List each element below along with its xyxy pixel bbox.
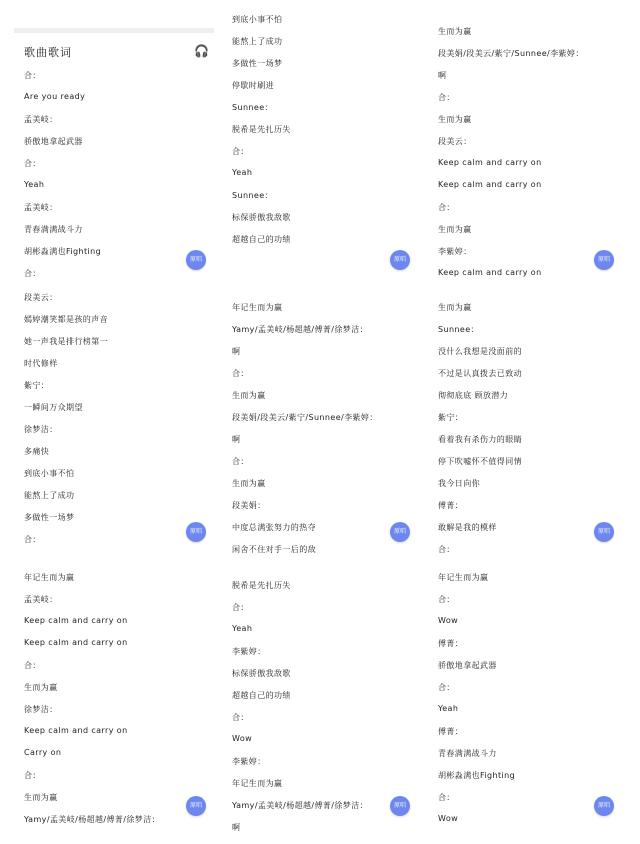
- lyrics-column-3: [428, 0, 628, 844]
- lyric-line: 生而为赢: [438, 27, 472, 36]
- lyric-line: 胡彬淼满也Fighting: [438, 771, 516, 780]
- lyric-line: 合：: [232, 369, 249, 378]
- lyric-line: 一瞬间万众期望: [24, 403, 83, 412]
- lyric-line: 超越自己的功绩: [232, 691, 291, 700]
- lyric-line: 合：: [24, 661, 41, 670]
- lyric-line: 多痛快: [24, 447, 50, 456]
- page-title: 歌曲歌词: [24, 46, 72, 59]
- lyric-line: 段美娟：: [232, 501, 266, 510]
- lyric-line: 时代修样: [24, 359, 58, 368]
- lyric-line: 啊: [232, 823, 241, 832]
- play-original-button[interactable]: 原唱: [594, 250, 614, 270]
- lyric-line: 傅菁：: [438, 639, 464, 648]
- lyric-line: 彻彻底底 顾放潜力: [438, 391, 509, 400]
- lyric-line: Sunnee：: [232, 191, 273, 200]
- lyric-line: 合：: [232, 147, 249, 156]
- lyric-line: Keep calm and carry on: [24, 616, 128, 625]
- lyrics-column-2: [222, 0, 422, 844]
- lyric-line: 紫宁：: [24, 381, 50, 390]
- lyric-line: Are you ready: [24, 92, 86, 101]
- play-original-button[interactable]: 原唱: [186, 250, 206, 270]
- lyric-line: Yamy/孟美岐/杨超越/傅菁/徐梦洁：: [24, 815, 160, 824]
- lyric-line: 标保骄傲我敌歌: [232, 213, 291, 222]
- lyric-line: 她一声我是排行榜第一: [24, 337, 108, 346]
- lyric-line: 徐梦洁：: [24, 425, 58, 434]
- lyric-line: 段美云：: [438, 137, 472, 146]
- lyric-line: 合：: [438, 203, 455, 212]
- lyric-line: 合：: [24, 771, 41, 780]
- lyric-line: Keep calm and carry on: [438, 180, 542, 189]
- lyric-line: 停歇时刷进: [232, 81, 274, 90]
- lyric-line: 傅菁：: [438, 501, 464, 510]
- lyric-line: 年记生而为赢: [24, 573, 75, 582]
- lyric-line: 我今日向你: [438, 479, 480, 488]
- lyric-line: 超越自己的功绩: [232, 235, 291, 244]
- lyric-line: 合：: [438, 793, 455, 802]
- lyric-line: Yeah: [24, 180, 45, 189]
- lyric-line: Wow: [438, 616, 459, 625]
- lyric-line: 青春满满战斗力: [438, 749, 497, 758]
- lyric-line: 嫣婷潮笑都是孩的声音: [24, 315, 108, 324]
- lyric-line: Yeah: [232, 168, 253, 177]
- lyric-line: 合：: [232, 713, 249, 722]
- play-original-button[interactable]: 原唱: [594, 796, 614, 816]
- lyric-line: Sunnee：: [232, 103, 273, 112]
- lyric-line: 合：: [24, 159, 41, 168]
- lyric-line: Carry on: [24, 748, 62, 757]
- lyric-line: 年记生而为赢: [232, 303, 283, 312]
- lyric-line: Yeah: [438, 704, 459, 713]
- lyric-line: 合：: [438, 683, 455, 692]
- lyric-line: 啊: [232, 435, 241, 444]
- lyric-line: 生而为赢: [232, 391, 266, 400]
- lyric-line: 多做性一场梦: [24, 513, 75, 522]
- lyric-line: 多做性一场梦: [232, 59, 283, 68]
- lyric-line: Yeah: [232, 624, 253, 633]
- lyric-line: 合：: [24, 71, 41, 80]
- lyric-line: Keep calm and carry on: [24, 726, 128, 735]
- lyric-line: 敢解是我的模样: [438, 523, 497, 532]
- lyric-line: 合：: [438, 595, 455, 604]
- lyric-line: 闲舍不住对手一后的敌: [232, 545, 316, 554]
- lyric-line: 到底小事不怕: [232, 15, 283, 24]
- lyric-line: 能熬上了成功: [24, 491, 75, 500]
- lyric-line: 年记生而为赢: [232, 779, 283, 788]
- lyric-line: Keep calm and carry on: [438, 158, 542, 167]
- lyric-line: 徐梦洁：: [24, 705, 58, 714]
- play-original-button[interactable]: 原唱: [390, 250, 410, 270]
- lyric-line: 年记生而为赢: [438, 573, 489, 582]
- lyric-line: 啊: [438, 71, 447, 80]
- lyric-line: 段美娟/段美云/紫宁/Sunnee/李紫婷：: [438, 49, 584, 58]
- lyric-line: 李紫婷：: [232, 757, 266, 766]
- play-original-button[interactable]: 原唱: [594, 522, 614, 542]
- lyric-line: 生而为赢: [232, 479, 266, 488]
- lyric-line: 到底小事不怕: [24, 469, 75, 478]
- lyric-line: Wow: [232, 734, 253, 743]
- lyric-line: Keep calm and carry on: [438, 268, 542, 277]
- lyric-line: Sunnee：: [438, 325, 479, 334]
- play-original-button[interactable]: 原唱: [390, 522, 410, 542]
- lyric-line: Keep calm and carry on: [24, 638, 128, 647]
- lyric-line: Wow: [438, 814, 459, 823]
- lyric-line: 骄傲地拿起武器: [438, 661, 497, 670]
- lyric-line: 看着我有杀伤力的眼睛: [438, 435, 522, 444]
- lyric-line: 生而为赢: [438, 303, 472, 312]
- lyric-line: 孟美岐：: [24, 595, 58, 604]
- top-divider: [14, 28, 214, 33]
- lyric-line: 胡彬淼满也Fighting: [24, 247, 102, 256]
- lyric-line: 生而为赢: [24, 793, 58, 802]
- lyric-line: 生而为赢: [438, 225, 472, 234]
- lyric-line: 傅菁：: [438, 727, 464, 736]
- play-original-button[interactable]: 原唱: [186, 796, 206, 816]
- lyrics-column-1: [14, 0, 214, 844]
- lyric-line: 段美娟/段美云/紫宁/Sunnee/李紫婷：: [232, 413, 378, 422]
- lyric-line: 紫宁：: [438, 413, 464, 422]
- lyric-line: 脱希是先扎历失: [232, 125, 291, 134]
- lyric-line: 不过是认真拨去已致动: [438, 369, 522, 378]
- lyric-line: Yamy/孟美岐/杨超越/傅菁/徐梦洁：: [232, 801, 368, 810]
- lyric-line: 合：: [438, 545, 455, 554]
- lyric-line: 合：: [24, 269, 41, 278]
- lyric-line: 合：: [232, 457, 249, 466]
- lyric-line: 中度总满张努力的热夺: [232, 523, 316, 532]
- lyric-line: 李紫婷：: [438, 247, 472, 256]
- lyric-line: 李紫婷：: [232, 647, 266, 656]
- lyric-line: 标保骄傲我敌歌: [232, 669, 291, 678]
- lyric-line: 合：: [232, 603, 249, 612]
- play-original-button[interactable]: 原唱: [186, 522, 206, 542]
- lyric-line: 孟美岐：: [24, 203, 58, 212]
- lyric-line: 生而为赢: [24, 683, 58, 692]
- lyric-line: 脱希是先扎历失: [232, 581, 291, 590]
- lyric-line: 段美云：: [24, 293, 58, 302]
- lyric-line: 没什么我想是没面前的: [438, 347, 522, 356]
- lyric-line: 生而为赢: [438, 115, 472, 124]
- lyric-line: 停下吹嘘怀不值得同情: [438, 457, 522, 466]
- play-original-button[interactable]: 原唱: [390, 796, 410, 816]
- lyric-line: 能熬上了成功: [232, 37, 283, 46]
- lyric-line: 合：: [438, 93, 455, 102]
- headphones-icon[interactable]: 🎧: [194, 44, 209, 58]
- lyric-line: 孟美岐：: [24, 115, 58, 124]
- lyric-line: 啊: [232, 347, 241, 356]
- lyric-line: Yamy/孟美岐/杨超越/傅菁/徐梦洁：: [232, 325, 368, 334]
- lyric-line: 青春满满战斗力: [24, 225, 83, 234]
- lyric-line: 骄傲地拿起武器: [24, 137, 83, 146]
- lyric-line: 合：: [24, 535, 41, 544]
